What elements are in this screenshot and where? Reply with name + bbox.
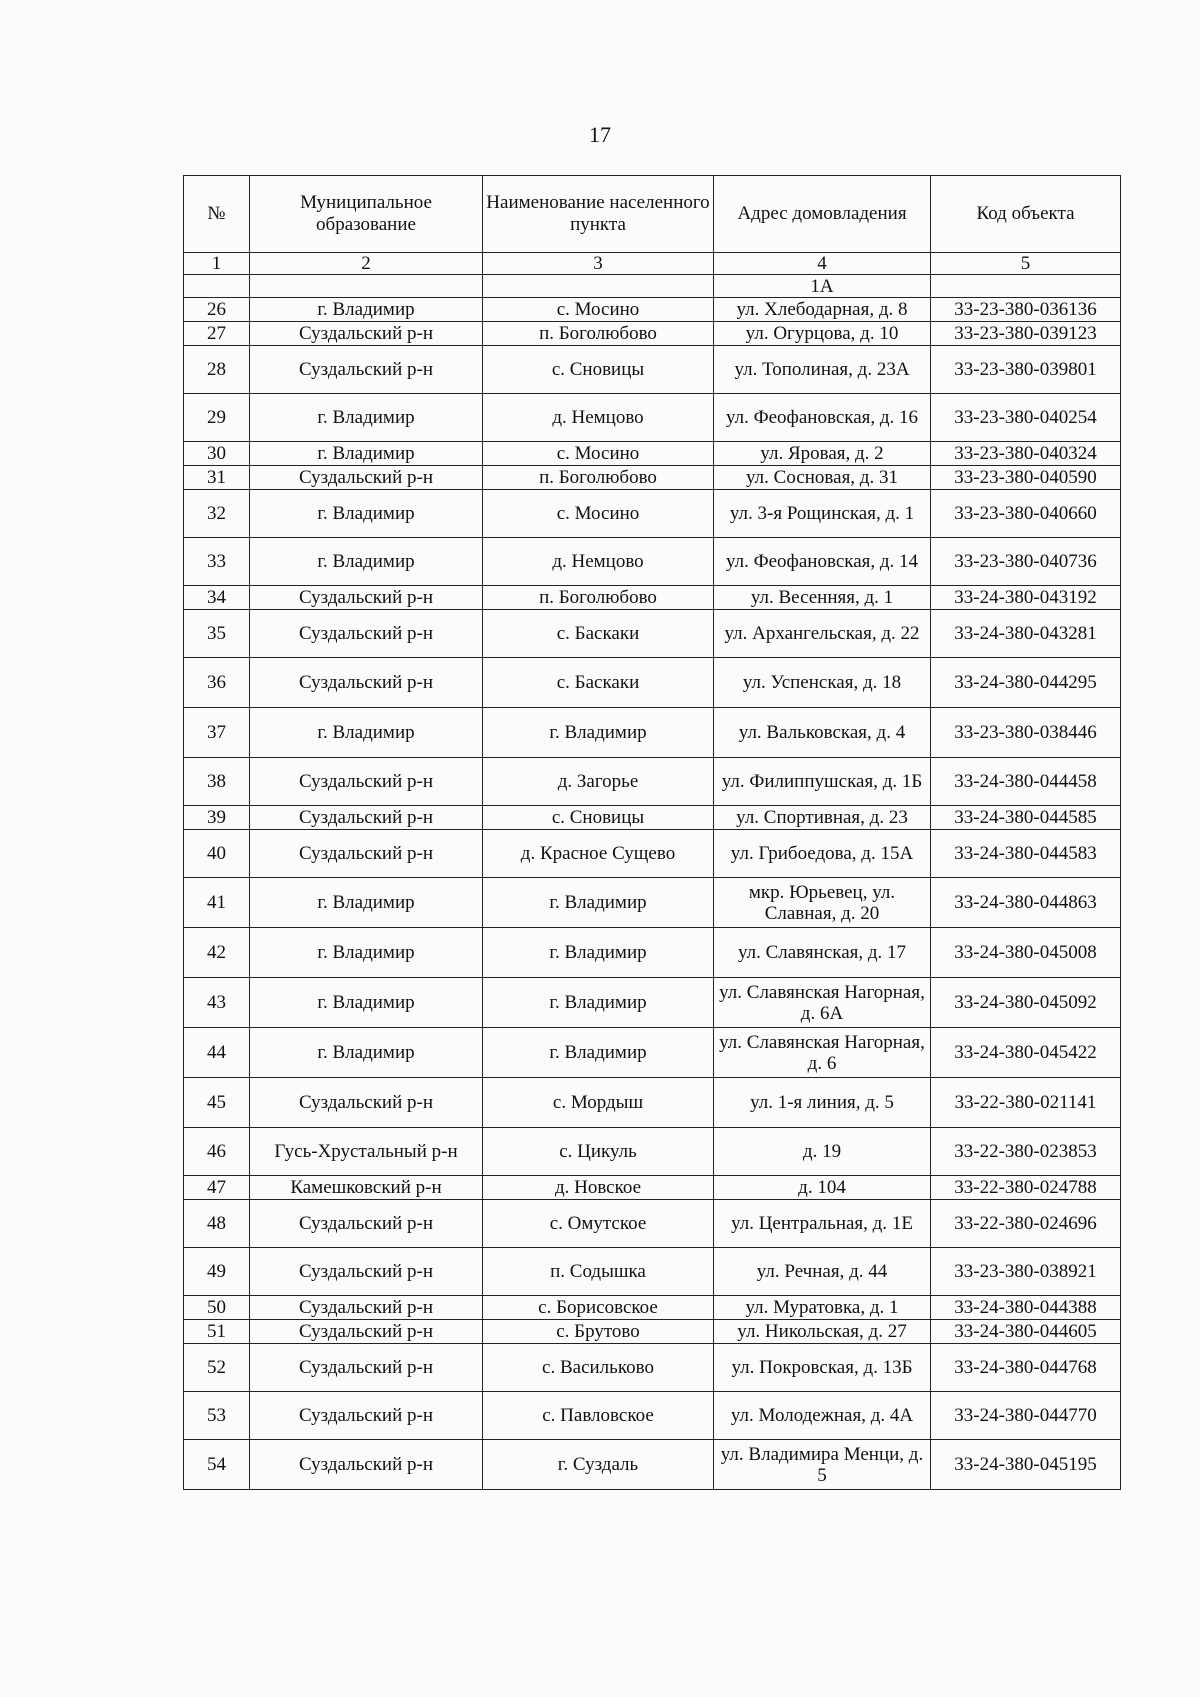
- settlement-cell: г. Суздаль: [483, 1440, 714, 1490]
- object-code-cell: 33-23-380-040590: [931, 466, 1121, 490]
- municipality-cell: г. Владимир: [250, 442, 483, 466]
- row-number-cell: 44: [184, 1028, 250, 1078]
- object-code-cell: 33-23-380-038446: [931, 708, 1121, 758]
- address-cell: ул. Сосновая, д. 31: [714, 466, 931, 490]
- object-code-cell: 33-24-380-044388: [931, 1296, 1121, 1320]
- row-number-cell: 30: [184, 442, 250, 466]
- address-cell: ул. Славянская Нагорная, д. 6: [714, 1028, 931, 1078]
- object-code-cell: 33-23-380-039123: [931, 322, 1121, 346]
- municipality-cell: Суздальский р-н: [250, 1078, 483, 1128]
- settlement-cell: с. Борисовское: [483, 1296, 714, 1320]
- row-number-cell: 47: [184, 1176, 250, 1200]
- settlement-cell: с. Мосино: [483, 298, 714, 322]
- object-code-cell: 33-24-380-045195: [931, 1440, 1121, 1490]
- municipality-cell: г. Владимир: [250, 708, 483, 758]
- settlement-cell: д. Немцово: [483, 538, 714, 586]
- municipality-cell: Суздальский р-н: [250, 346, 483, 394]
- municipality-cell: Камешковский р-н: [250, 1176, 483, 1200]
- object-code-cell: 33-22-380-023853: [931, 1128, 1121, 1176]
- settlement-cell: д. Немцово: [483, 394, 714, 442]
- object-code-cell: 33-24-380-043192: [931, 586, 1121, 610]
- column-number: 4: [714, 253, 931, 275]
- page-number: 17: [589, 122, 611, 147]
- address-cell: ул. Хлебодарная, д. 8: [714, 298, 931, 322]
- table-row: [184, 466, 1121, 490]
- object-code-cell: 33-23-380-040736: [931, 538, 1121, 586]
- table-row: [184, 806, 1121, 830]
- municipality-cell: Суздальский р-н: [250, 758, 483, 806]
- settlement-cell: с. Павловское: [483, 1392, 714, 1440]
- header-cell-object-code: Код объекта: [931, 176, 1121, 253]
- table-row: [184, 586, 1121, 610]
- continuation-address-cell: 1А: [714, 275, 931, 298]
- row-number-cell: 50: [184, 1296, 250, 1320]
- object-code-cell: 33-24-380-045092: [931, 978, 1121, 1028]
- settlement-cell: г. Владимир: [483, 928, 714, 978]
- municipality-cell: Суздальский р-н: [250, 1320, 483, 1344]
- row-number-cell: 45: [184, 1078, 250, 1128]
- address-cell: ул. Яровая, д. 2: [714, 442, 931, 466]
- table-row: [184, 878, 1121, 928]
- object-code-cell: 33-22-380-024696: [931, 1200, 1121, 1248]
- object-code-cell: 33-24-380-043281: [931, 610, 1121, 658]
- object-code-cell: 33-24-380-044770: [931, 1392, 1121, 1440]
- row-number-cell: 29: [184, 394, 250, 442]
- table-row: [184, 830, 1121, 878]
- row-number-cell: 42: [184, 928, 250, 978]
- object-code-cell: 33-24-380-044605: [931, 1320, 1121, 1344]
- header-cell-number: №: [184, 176, 250, 253]
- municipality-cell: Суздальский р-н: [250, 806, 483, 830]
- address-cell: ул. Феофановская, д. 14: [714, 538, 931, 586]
- settlement-cell: с. Мосино: [483, 490, 714, 538]
- row-number-cell: 38: [184, 758, 250, 806]
- object-code-cell: 33-24-380-044295: [931, 658, 1121, 708]
- row-number-cell: 54: [184, 1440, 250, 1490]
- object-code-cell: 33-23-380-040660: [931, 490, 1121, 538]
- municipality-cell: г. Владимир: [250, 978, 483, 1028]
- settlement-cell: п. Боголюбово: [483, 586, 714, 610]
- municipality-cell: Суздальский р-н: [250, 1200, 483, 1248]
- object-code-cell: 33-23-380-036136: [931, 298, 1121, 322]
- table-row: [184, 978, 1121, 1028]
- header-cell-address: Адрес домовладения: [714, 176, 931, 253]
- table-row: [184, 1176, 1121, 1200]
- continuation-empty-cell: [931, 275, 1121, 298]
- row-number-cell: 36: [184, 658, 250, 708]
- row-number-cell: 34: [184, 586, 250, 610]
- row-number-cell: 33: [184, 538, 250, 586]
- row-number-cell: 41: [184, 878, 250, 928]
- settlement-cell: п. Боголюбово: [483, 466, 714, 490]
- address-cell: ул. Муратовка, д. 1: [714, 1296, 931, 1320]
- continuation-empty-cell: [250, 275, 483, 298]
- settlement-cell: г. Владимир: [483, 878, 714, 928]
- table-row: [184, 1440, 1121, 1490]
- address-cell: ул. 3-я Рощинская, д. 1: [714, 490, 931, 538]
- registry-table: [183, 175, 1121, 1490]
- row-number-cell: 31: [184, 466, 250, 490]
- address-cell: ул. Огурцова, д. 10: [714, 322, 931, 346]
- table-row: [184, 490, 1121, 538]
- address-cell: ул. Владимира Менци, д. 5: [714, 1440, 931, 1490]
- settlement-cell: г. Владимир: [483, 708, 714, 758]
- municipality-cell: Суздальский р-н: [250, 586, 483, 610]
- continuation-empty-cell: [184, 275, 250, 298]
- table-row: [184, 538, 1121, 586]
- municipality-cell: г. Владимир: [250, 298, 483, 322]
- table-row: [184, 1248, 1121, 1296]
- object-code-cell: 33-24-380-044768: [931, 1344, 1121, 1392]
- object-code-cell: 33-23-380-040324: [931, 442, 1121, 466]
- column-number-row: [184, 253, 1121, 275]
- object-code-cell: 33-22-380-024788: [931, 1176, 1121, 1200]
- row-number-cell: 52: [184, 1344, 250, 1392]
- column-number: 1: [184, 253, 250, 275]
- address-cell: ул. Феофановская, д. 16: [714, 394, 931, 442]
- object-code-cell: 33-24-380-045422: [931, 1028, 1121, 1078]
- settlement-cell: с. Омутское: [483, 1200, 714, 1248]
- settlement-cell: п. Боголюбово: [483, 322, 714, 346]
- object-code-cell: 33-22-380-021141: [931, 1078, 1121, 1128]
- settlement-cell: с. Сновицы: [483, 346, 714, 394]
- header-cell-settlement: Наименование населенного пункта: [483, 176, 714, 253]
- table-row: [184, 1200, 1121, 1248]
- row-number-cell: 48: [184, 1200, 250, 1248]
- table-body: [184, 298, 1121, 1490]
- municipality-cell: г. Владимир: [250, 878, 483, 928]
- municipality-cell: Суздальский р-н: [250, 658, 483, 708]
- object-code-cell: 33-24-380-044585: [931, 806, 1121, 830]
- settlement-cell: с. Мордыш: [483, 1078, 714, 1128]
- municipality-cell: Суздальский р-н: [250, 1392, 483, 1440]
- municipality-cell: Суздальский р-н: [250, 830, 483, 878]
- settlement-cell: с. Брутово: [483, 1320, 714, 1344]
- municipality-cell: Суздальский р-н: [250, 610, 483, 658]
- settlement-cell: д. Загорье: [483, 758, 714, 806]
- column-number: 5: [931, 253, 1121, 275]
- table-row: [184, 298, 1121, 322]
- settlement-cell: д. Новское: [483, 1176, 714, 1200]
- municipality-cell: г. Владимир: [250, 490, 483, 538]
- row-number-cell: 51: [184, 1320, 250, 1344]
- settlement-cell: с. Цикуль: [483, 1128, 714, 1176]
- settlement-cell: с. Васильково: [483, 1344, 714, 1392]
- table-row: [184, 322, 1121, 346]
- address-cell: ул. Славянская, д. 17: [714, 928, 931, 978]
- settlement-cell: с. Баскаки: [483, 610, 714, 658]
- table-row: [184, 1296, 1121, 1320]
- settlement-cell: с. Сновицы: [483, 806, 714, 830]
- settlement-cell: с. Мосино: [483, 442, 714, 466]
- row-number-cell: 32: [184, 490, 250, 538]
- address-cell: д. 104: [714, 1176, 931, 1200]
- object-code-cell: 33-24-380-044583: [931, 830, 1121, 878]
- address-cell: ул. Тополиная, д. 23А: [714, 346, 931, 394]
- municipality-cell: Гусь-Хрустальный р-н: [250, 1128, 483, 1176]
- settlement-cell: с. Баскаки: [483, 658, 714, 708]
- table-row: [184, 1392, 1121, 1440]
- address-cell: д. 19: [714, 1128, 931, 1176]
- municipality-cell: Суздальский р-н: [250, 1296, 483, 1320]
- column-number: 2: [250, 253, 483, 275]
- continuation-row: [184, 275, 1121, 298]
- table-row: [184, 1078, 1121, 1128]
- row-number-cell: 37: [184, 708, 250, 758]
- row-number-cell: 28: [184, 346, 250, 394]
- object-code-cell: 33-24-380-044458: [931, 758, 1121, 806]
- address-cell: ул. Весенняя, д. 1: [714, 586, 931, 610]
- municipality-cell: Суздальский р-н: [250, 1344, 483, 1392]
- header-cell-municipality: Муниципальное образование: [250, 176, 483, 253]
- continuation-empty-cell: [483, 275, 714, 298]
- address-cell: ул. Филиппушская, д. 1Б: [714, 758, 931, 806]
- row-number-cell: 53: [184, 1392, 250, 1440]
- row-number-cell: 35: [184, 610, 250, 658]
- object-code-cell: 33-24-380-045008: [931, 928, 1121, 978]
- table-row: [184, 1320, 1121, 1344]
- municipality-cell: Суздальский р-н: [250, 466, 483, 490]
- settlement-cell: п. Содышка: [483, 1248, 714, 1296]
- table-row: [184, 758, 1121, 806]
- address-cell: ул. Центральная, д. 1Е: [714, 1200, 931, 1248]
- municipality-cell: Суздальский р-н: [250, 1440, 483, 1490]
- header-row: [184, 176, 1121, 253]
- object-code-cell: 33-23-380-038921: [931, 1248, 1121, 1296]
- address-cell: ул. Речная, д. 44: [714, 1248, 931, 1296]
- address-cell: ул. Никольская, д. 27: [714, 1320, 931, 1344]
- row-number-cell: 43: [184, 978, 250, 1028]
- row-number-cell: 27: [184, 322, 250, 346]
- municipality-cell: г. Владимир: [250, 538, 483, 586]
- municipality-cell: г. Владимир: [250, 394, 483, 442]
- row-number-cell: 26: [184, 298, 250, 322]
- table-row: [184, 610, 1121, 658]
- municipality-cell: Суздальский р-н: [250, 322, 483, 346]
- table-row: [184, 346, 1121, 394]
- municipality-cell: г. Владимир: [250, 1028, 483, 1078]
- address-cell: мкр. Юрьевец, ул. Славная, д. 20: [714, 878, 931, 928]
- address-cell: ул. Спортивная, д. 23: [714, 806, 931, 830]
- table-row: [184, 708, 1121, 758]
- address-cell: ул. Славянская Нагорная, д. 6А: [714, 978, 931, 1028]
- table-row: [184, 928, 1121, 978]
- address-cell: ул. Молодежная, д. 4А: [714, 1392, 931, 1440]
- table-row: [184, 1128, 1121, 1176]
- row-number-cell: 39: [184, 806, 250, 830]
- column-number: 3: [483, 253, 714, 275]
- table-row: [184, 442, 1121, 466]
- row-number-cell: 46: [184, 1128, 250, 1176]
- table-row: [184, 1028, 1121, 1078]
- municipality-cell: Суздальский р-н: [250, 1248, 483, 1296]
- row-number-cell: 49: [184, 1248, 250, 1296]
- address-cell: ул. 1-я линия, д. 5: [714, 1078, 931, 1128]
- object-code-cell: 33-23-380-039801: [931, 346, 1121, 394]
- municipality-cell: г. Владимир: [250, 928, 483, 978]
- address-cell: ул. Успенская, д. 18: [714, 658, 931, 708]
- address-cell: ул. Архангельская, д. 22: [714, 610, 931, 658]
- address-cell: ул. Покровская, д. 13Б: [714, 1344, 931, 1392]
- object-code-cell: 33-23-380-040254: [931, 394, 1121, 442]
- settlement-cell: г. Владимир: [483, 978, 714, 1028]
- settlement-cell: д. Красное Сущево: [483, 830, 714, 878]
- row-number-cell: 40: [184, 830, 250, 878]
- settlement-cell: г. Владимир: [483, 1028, 714, 1078]
- address-cell: ул. Вальковская, д. 4: [714, 708, 931, 758]
- object-code-cell: 33-24-380-044863: [931, 878, 1121, 928]
- table-row: [184, 658, 1121, 708]
- table-row: [184, 1344, 1121, 1392]
- table-row: [184, 394, 1121, 442]
- address-cell: ул. Грибоедова, д. 15А: [714, 830, 931, 878]
